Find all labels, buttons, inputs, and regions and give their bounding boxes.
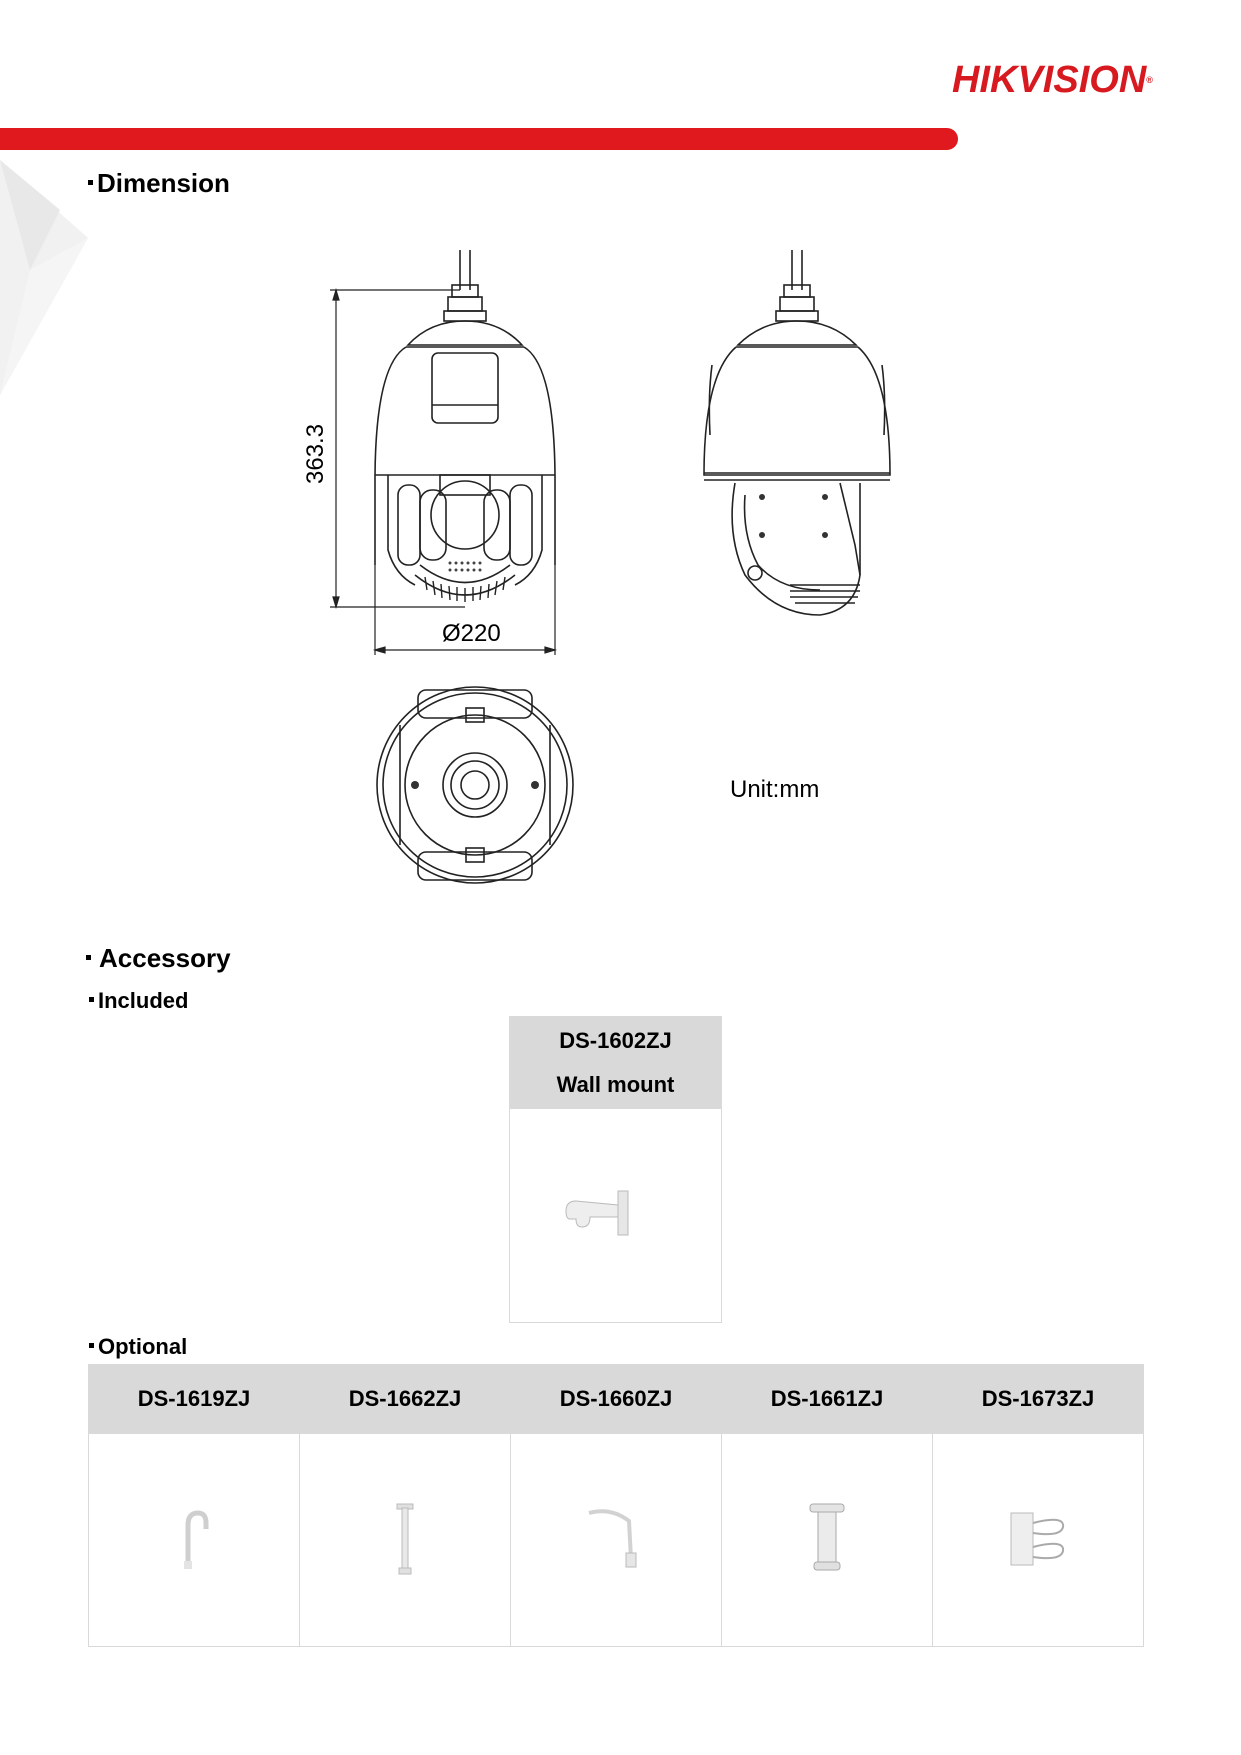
bullet-icon [89, 1343, 94, 1348]
unit-label: Unit:mm [730, 776, 820, 803]
accessory-title: Accessory [99, 943, 231, 973]
optional-accessory-image-cell [89, 1434, 300, 1647]
optional-label: Optional [98, 1334, 188, 1359]
accessory-heading [86, 943, 231, 974]
optional-accessory-header [933, 1365, 1144, 1434]
optional-heading [89, 1334, 187, 1360]
accessory-model: DS-1660ZJ [559, 1386, 673, 1411]
optional-accessory-image-cell [933, 1434, 1144, 1647]
accessory-name: Wall mount [556, 1071, 675, 1097]
parapet-mount-icon [581, 1503, 651, 1573]
accessory-model: DS-1662ZJ [348, 1386, 462, 1411]
brand-logo [952, 58, 1153, 102]
optional-accessory-image-cell [511, 1434, 722, 1647]
included-accessory-table [509, 1016, 722, 1323]
optional-accessory-image-cell [722, 1434, 933, 1647]
included-accessory-image-cell [510, 1109, 722, 1323]
accessory-model: DS-1673ZJ [981, 1386, 1095, 1411]
optional-accessory-image-cell [300, 1434, 511, 1647]
gooseneck-mount-icon [174, 1503, 214, 1573]
diameter-dimension-label: Ø220 [442, 620, 501, 647]
accessory-model: DS-1661ZJ [770, 1386, 884, 1411]
included-heading [89, 988, 188, 1014]
pole-mount-clamp-icon [1003, 1503, 1073, 1573]
bullet-icon [86, 955, 91, 960]
included-label: Included [98, 988, 189, 1013]
included-accessory-header [510, 1017, 722, 1109]
camera-side-view-drawing [690, 245, 920, 625]
camera-front-view-drawing [300, 245, 590, 665]
logo-text-hik: HIK [952, 59, 1018, 101]
accessory-model: DS-1602ZJ [559, 1027, 672, 1053]
ceiling-pendant-mount-icon [802, 1498, 852, 1578]
logo-registered-mark: ® [1146, 75, 1153, 85]
height-dimension-label: 363.3 [302, 423, 329, 484]
accessory-model: DS-1619ZJ [137, 1386, 251, 1411]
bullet-icon [88, 180, 93, 185]
optional-accessory-header [300, 1365, 511, 1434]
optional-accessory-table [88, 1364, 1144, 1647]
decorative-triangles [0, 150, 95, 395]
bullet-icon [89, 997, 94, 1002]
wall-mount-bracket-icon [556, 1183, 676, 1243]
optional-accessory-header [511, 1365, 722, 1434]
pendant-pole-icon [385, 1498, 425, 1578]
optional-accessory-header [89, 1365, 300, 1434]
dimension-title: Dimension [97, 168, 230, 198]
optional-accessory-header [722, 1365, 933, 1434]
camera-bottom-view-drawing [370, 680, 580, 890]
header-red-bar [0, 128, 958, 150]
dimension-heading [88, 168, 230, 199]
logo-text-vision: VISION [1017, 59, 1147, 101]
